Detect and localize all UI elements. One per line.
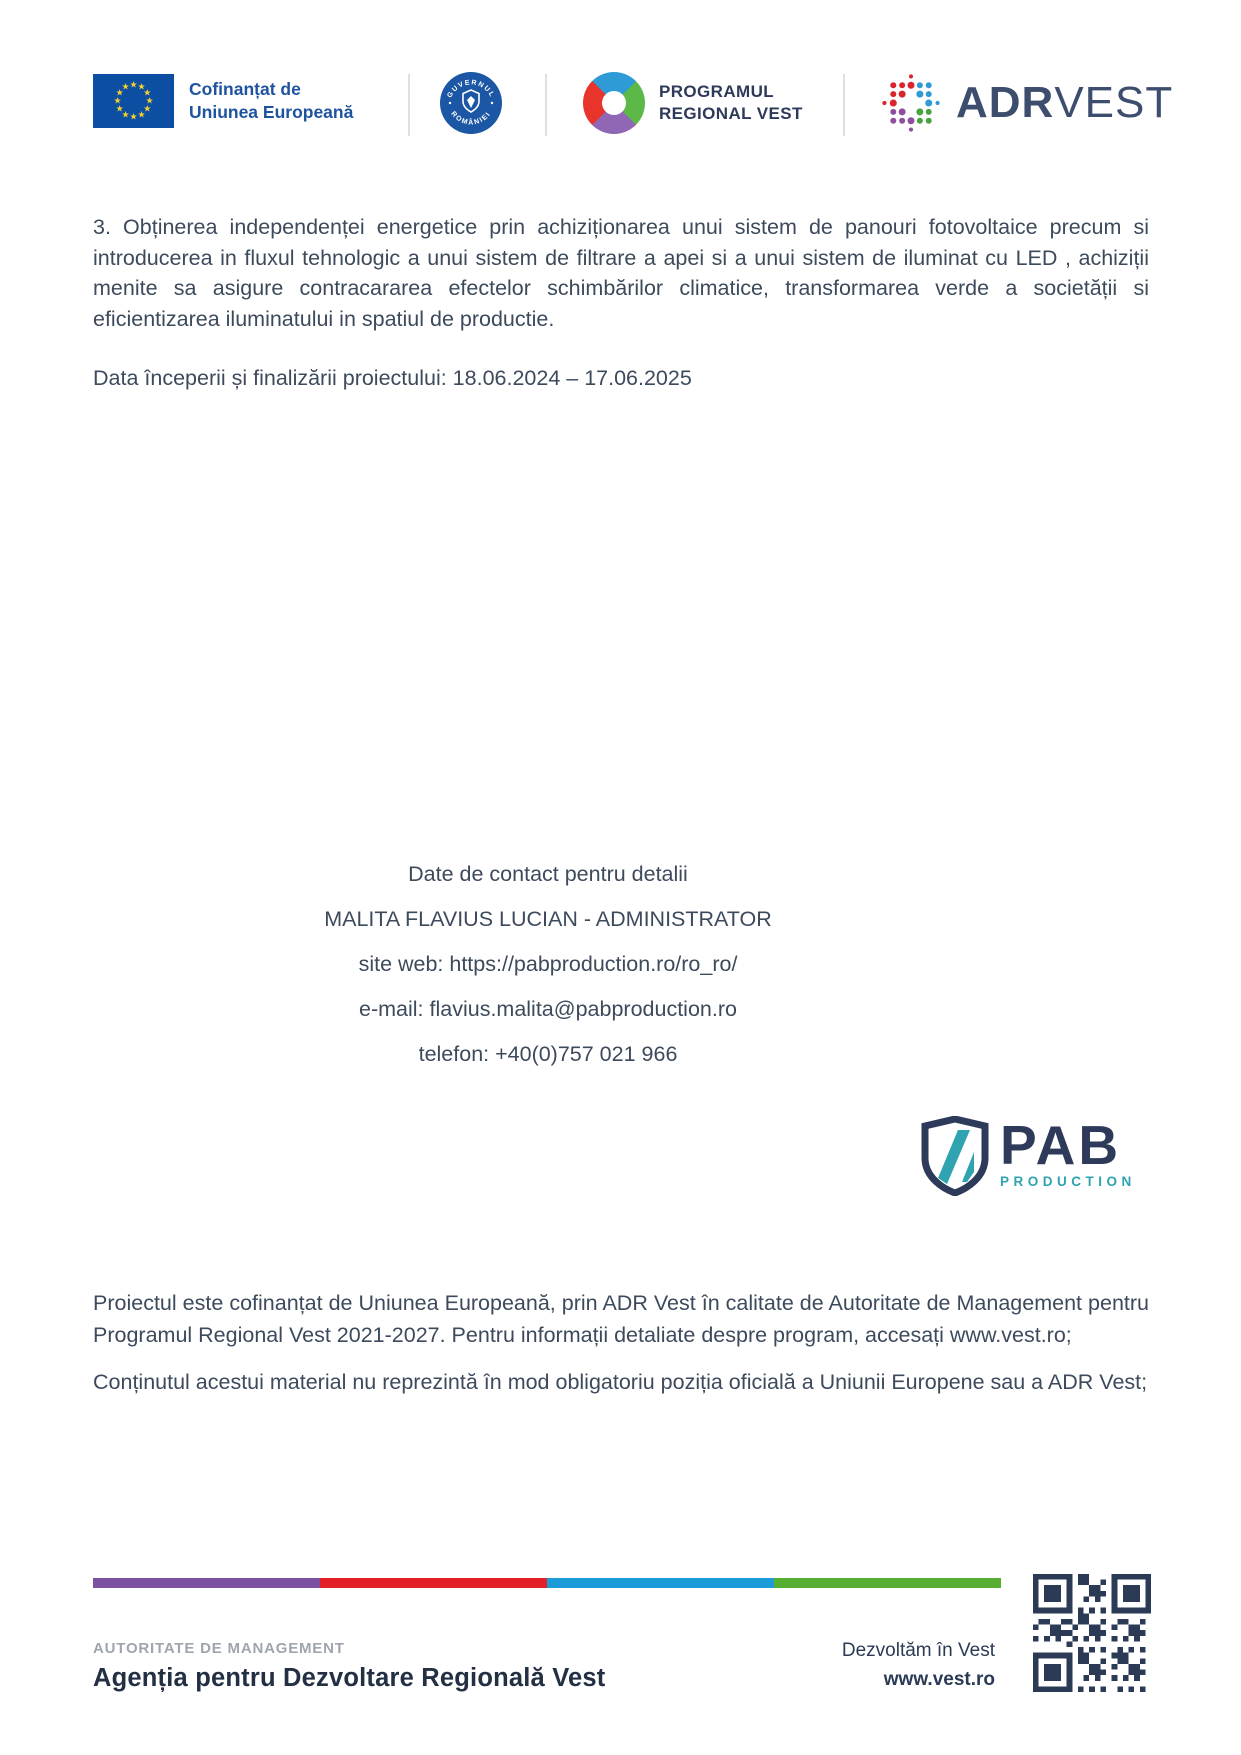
eu-label [189,78,353,124]
eu-star-icon: ★ [129,79,138,90]
footer-slogan: Dezvoltăm în Vest [841,1640,995,1661]
legal-paragraph-1: Proiectul este cofinanțat de Uniunea Europeană, prin ADR Vest în calitate de Autoritate de Management pentru Programul Regional Vest 2021-2027. Pentru informații detaliate despre program, accesați www.vest.ro; [93,1291,1149,1347]
prv-line1: PROGRAMUL [659,81,775,101]
footer-bar-segment [547,1578,774,1588]
contact-email: e-mail: flavius.malita@pabproduction.ro [359,997,737,1021]
footer-bar-segment [93,1578,320,1588]
project-description: 3. Obținerea independenței energetice prin achiziționarea unui sistem de panouri fotovoltaice precum si introducerea in fluxul tehnologic a unui sistem de filtrare a apei si a unui sistem de iluminat cu LED , achiziții menite sa asigure contracararea efectelor schimbărilor climatice, transformarea verde a societății si eficientizarea iluminatului in spatiul de productie. [93,215,1149,331]
footer-bar-segment [774,1578,1001,1588]
programul-regional-vest-logo [583,72,803,134]
eu-star-icon: ★ [143,103,152,114]
eu-star-icon: ★ [145,95,154,106]
adr-vest-logo [880,72,1173,134]
contact-website: site web: https://pabproduction.ro/ro_ro/ [358,952,738,976]
qr-code [1033,1574,1151,1692]
footer-bar-segment [320,1578,547,1588]
eu-star-icon: ★ [121,109,130,120]
pab-subtitle: PRODUCTION [1000,1174,1136,1189]
contact-person: MALITA FLAVIUS LUCIAN - ADMINISTRATOR [324,907,772,931]
contact-title: Date de contact pentru detalii [408,862,688,886]
eu-star-icon: ★ [137,81,146,92]
svg-text:GUVERNUL: GUVERNUL [446,79,496,100]
eu-star-icon: ★ [129,111,138,122]
contact-phone: telefon: +40(0)757 021 966 [418,1042,678,1066]
qr-code-icon [1033,1574,1151,1692]
project-dates: Data începerii și finalizării proiectului: 18.06.2024 – 17.06.2025 [93,366,692,390]
eu-star-icon: ★ [115,87,124,98]
eu-flag-icon [93,74,174,128]
footer-slogan-block [842,1640,995,1691]
eu-label-line1: Cofinanțat de [189,78,301,99]
pab-wordmark [1000,1116,1136,1189]
legal-paragraph-2: Conținutul acestui material nu reprezintă în mod obligatoriu poziția oficială a Uniunii Europene sau a ADR Vest; [93,1370,1148,1394]
eu-star-icon: ★ [113,95,122,106]
eu-star-icon: ★ [143,87,152,98]
footer-color-bar [93,1578,1001,1588]
legal-paragraphs [93,1288,1149,1415]
footer-website: www.vest.ro [883,1669,995,1690]
eu-cofunded-logo [93,74,353,128]
eu-star-icon: ★ [115,103,124,114]
romanian-government-seal [438,70,504,141]
header-divider-3 [843,74,845,136]
eu-star-icon: ★ [121,81,130,92]
header-divider-2 [545,74,547,136]
pab-shield-icon [920,1116,990,1196]
prv-line2: REGIONAL VEST [659,104,803,123]
agency-name: Agenția pentru Dezvoltare Regională Vest [93,1664,606,1692]
svg-text:ROMÂNIEI: ROMÂNIEI [449,110,493,127]
contact-block [93,852,1003,1077]
header-divider-1 [408,74,410,136]
adr-vest-wordmark: ADRVEST [956,78,1174,127]
eu-label-line2: Uniunea Europeană [189,102,354,122]
regional-program-label [659,81,803,125]
pab-production-logo [920,1116,1136,1196]
government-seal-icon [438,70,504,136]
regional-program-swirl-icon [583,72,645,134]
authority-label: AUTORITATE DE MANAGEMENT [93,1640,345,1657]
pab-name: PAB [1000,1114,1122,1176]
eu-star-icon: ★ [137,109,146,120]
adr-dots-icon [880,72,942,134]
